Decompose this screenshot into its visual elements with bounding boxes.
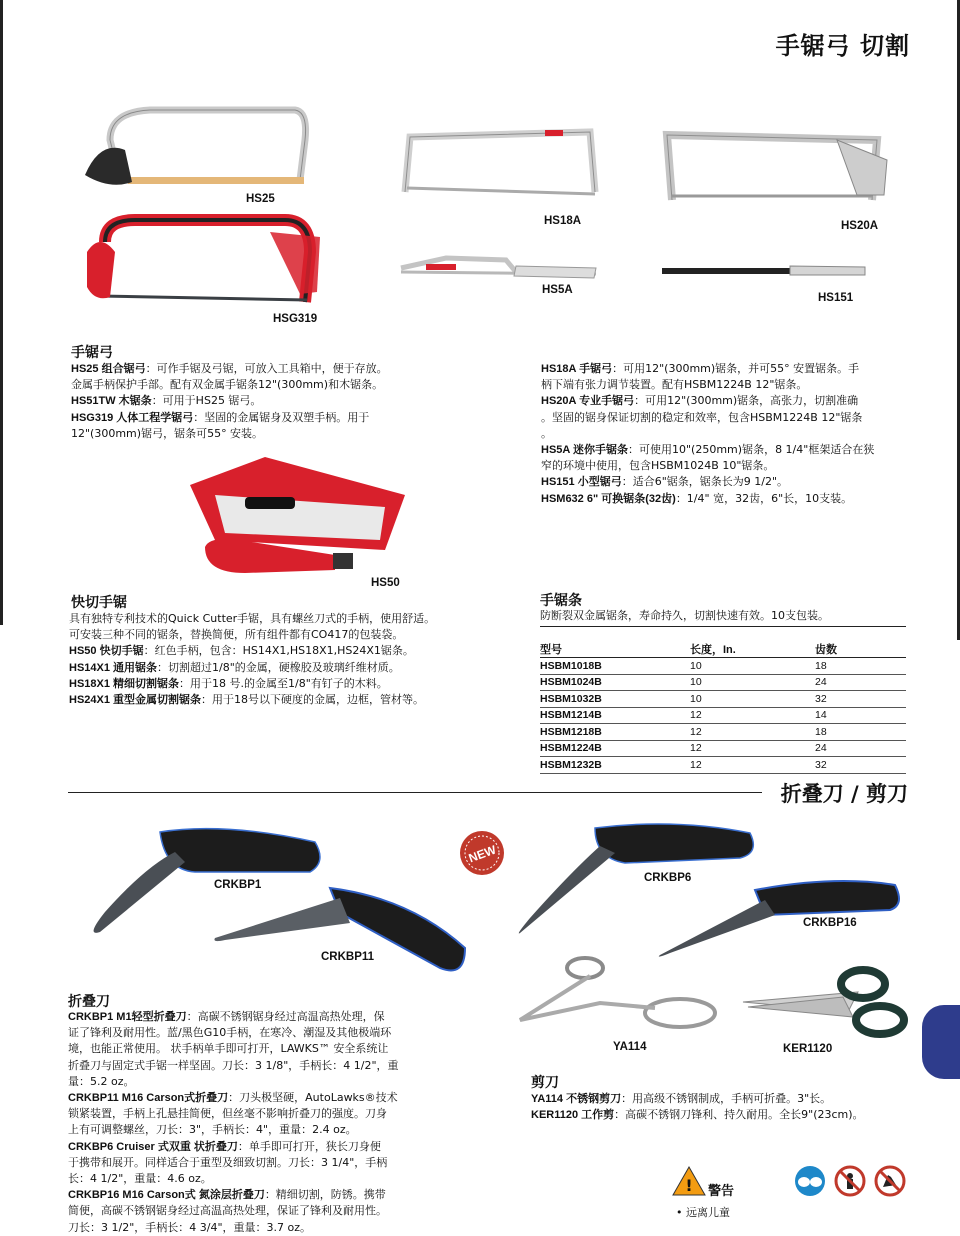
page-tab-marker [922,1005,960,1079]
hand-hazard-icon [874,1165,906,1197]
desc-line: KER1120 工作剪：高碳不锈钢刀锋利、持久耐用。全长9"(23cm)。 [531,1108,864,1122]
desc-line: HS5A 迷你手锯条：可使用10"(250mm)锯条，8 1/4"框架适合在狭 [541,443,875,457]
ker1120-label: KER1120 [783,1043,833,1055]
safety-goggles-icon [794,1165,826,1197]
hsg319-saw-image [85,212,325,312]
hs25-label: HS25 [246,193,275,205]
warning-title: 警告 [708,1184,735,1199]
desc-line: HS24X1 重型金属切割锯条：用于18号以下硬度的金属，边框，管材等。 [69,693,425,707]
ya114-scissors-image [515,948,720,1038]
hs20a-label: HS20A [841,220,879,232]
desc-line: 证了锋利及耐用性。蓝/黑色G10手柄，在寒冷、潮湿及其他极端环 [68,1026,392,1040]
desc-line: HS20A 专业手锯弓：可用12"(300mm)锯条，高张力，切割准确 [541,394,859,408]
desc-line: 柄下端有张力调节装置。配有HSBM1224B 12"锯条。 [541,378,808,392]
blades-heading: 手锯条 [540,593,582,609]
hacksaw-heading: 手锯弓 [71,345,113,361]
warning-bullet: • 远离儿童 [676,1206,730,1219]
hsg319-label: HSG319 [273,313,318,325]
hs151-label: HS151 [818,292,854,304]
hs5a-saw-image [396,250,606,282]
warning-triangle-icon [672,1166,706,1196]
desc-line: 简便，高碳不锈钢锯身经过高温高热处理，保证了锋利及耐用性。 [68,1204,387,1218]
section-divider [68,792,762,793]
desc-line: CRKBP6 Cruiser 式双重 状折叠刀：单手即可打开，狭长刀身便 [68,1139,381,1153]
hs5a-label: HS5A [542,284,573,296]
desc-line: HSM632 6" 可换锯条(32齿)：1/4" 宽，32齿，6"长，10支装。 [541,491,853,505]
scissors-description [531,1091,931,1123]
table-row: HSBM1032B 10 32 [540,691,906,708]
crkbp1-label: CRKBP1 [214,879,262,891]
desc-line: YA114 不锈钢剪刀：用高级不锈钢制成，手柄可折叠。3"长。 [531,1092,832,1105]
crkbp11-label: CRKBP11 [321,951,375,963]
page-title: 手锯弓 切割 [775,32,910,60]
knives-description [68,1009,508,1236]
ya114-label: YA114 [613,1041,647,1053]
column-header-length: 长度，In. [690,641,815,658]
desc-line: HS50 快切手锯：红色手柄，包含：HS14X1,HS18X1,HS24X1锯条。 [69,644,414,658]
hs151-saw-image [660,262,870,282]
desc-line: CRKBP11 M16 Carson式折叠刀：刀头极坚硬，AutoLawks®技术 [68,1091,398,1105]
desc-line: CRKBP16 M16 Carson式 氮涂层折叠刀：精细切割，防锈。携带 [68,1188,386,1202]
table-row: HSBM1018B 10 18 [540,658,906,675]
desc-line: 。坚固的锯身保证切割的稳定和效率，包含HSBM1224B 12"锯条 [541,410,863,424]
desc-line: HSG319 人体工程学锯弓：坚固的金属锯身及双塑手柄。用于 [71,410,370,424]
svg-text:!: ! [685,1176,693,1195]
column-header-model: 型号 [540,641,690,658]
scissors-heading: 剪刀 [531,1075,559,1091]
blades-table [540,641,906,774]
left-border-line [0,0,3,625]
hs50-label: HS50 [371,577,400,589]
desc-line: 境，也能正常使用。 状手柄单手即可打开，LAWKS™ 安全系统让 [68,1042,389,1056]
desc-line: 12"(300mm)锯弓，锯条可55° 安装。 [71,426,264,440]
desc-line: CRKBP1 M1轻型折叠刀：高碳不锈钢锯身经过高温高热处理，保 [68,1010,385,1023]
new-badge-text: NEW [466,842,498,866]
quick-cut-description [69,611,519,708]
desc-line: HS18X1 精细切割锯条：用于18 号.的金属至1/8"有钉子的木料。 [69,676,388,690]
desc-line: 。 [541,426,552,440]
table-row: HSBM1214B 12 14 [540,707,906,724]
hs18a-saw-image [395,122,605,207]
column-header-teeth: 齿数 [815,641,906,658]
desc-line: 具有独特专利技术的Quick Cutter手锯，具有螺丝刀式的手柄，使用舒适。 [69,612,436,625]
desc-line: 于携带和展开。同样适合于重型及细致切割。刀长：3 1/4"，手柄 [68,1155,388,1169]
quick-cut-heading: 快切手锯 [71,595,127,611]
hs20a-saw-image [662,130,892,220]
hacksaw-left-description [71,361,491,442]
desc-line: 锁紧装置，手柄上孔悬挂简便，但丝毫不影响折叠刀的强度。刀身 [68,1107,387,1121]
desc-line: HS18A 手锯弓：可用12"(300mm)锯条，并可55° 安置锯条。手 [541,362,860,375]
table-row: HSBM1218B 12 18 [540,724,906,741]
desc-line: 上有可调整螺丝，刀长：3"，手柄长：4"，重量：2.4 oz。 [68,1123,357,1137]
desc-line: 长：4 1/2"，重量：4.6 oz。 [68,1172,212,1186]
desc-line: 量：5.2 oz。 [68,1074,135,1088]
table-header-row [540,641,906,658]
crkbp6-label: CRKBP6 [644,872,692,884]
desc-line: HS51TW 木锯条：可用于HS25 锯弓。 [71,394,262,408]
new-badge [458,828,508,878]
hs50-quick-cutter-image [185,455,410,580]
desc-line: 刀长：3 1/2"，手柄长：4 3/4"，重量：3.7 oz。 [68,1220,312,1234]
blades-subtitle: 防断裂双金属锯条，寿命持久，切割快速有效。10支包装。 [540,609,829,622]
no-children-icon [834,1165,866,1197]
hs18a-label: HS18A [544,215,582,227]
table-row: HSBM1024B 10 24 [540,674,906,691]
desc-line: 可安装三种不同的锯条，替换简便，所有组件都有CO417的包装袋。 [69,628,404,642]
hs25-saw-image [80,100,320,195]
desc-line: 折叠刀与固定式手锯一样坚固。刀长：3 1/8"，手柄长：4 1/2"，重 [68,1058,399,1072]
hacksaw-right-description [541,361,911,507]
section-title-knives: 折叠刀 / 剪刀 [780,782,908,806]
desc-line: HS25 组合锯弓：可作手锯及弓锯，可放入工具箱中，便于存放。 [71,362,388,375]
desc-line: HS151 小型锯弓：适合6"锯条，锯条长为9 1/2"。 [541,475,789,489]
crkbp16-label: CRKBP16 [803,917,857,929]
table-row: HSBM1232B 12 32 [540,757,906,774]
knives-heading: 折叠刀 [68,994,110,1010]
table-row: HSBM1224B 12 24 [540,740,906,757]
table-top-rule [540,626,906,627]
desc-line: 金属手柄保护手部。配有双金属手锯条12"(300mm)和木锯条。 [71,378,384,392]
desc-line: 窄的环境中使用，包含HSBM1024B 10"锯条。 [541,459,775,473]
crkbp11-knife-image [210,878,470,978]
desc-line: HS14X1 通用锯条：切割超过1/8"的金属，硬橡胶及玻璃纤维材质。 [69,660,400,674]
ker1120-scissors-image [738,962,913,1042]
